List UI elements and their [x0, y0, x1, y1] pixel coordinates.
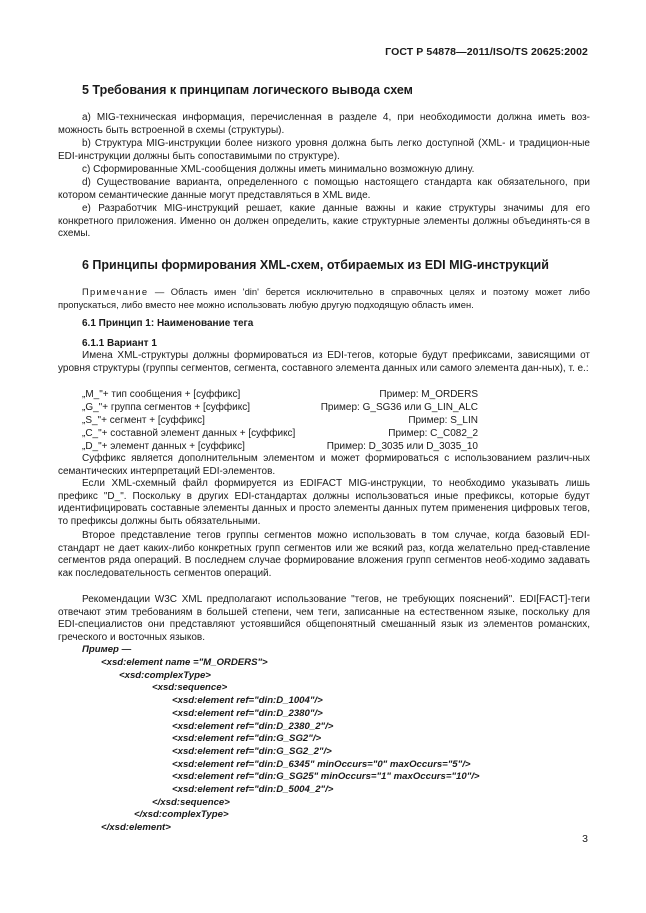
code-line: <xsd:element ref="din:D_2380_2"/> [172, 721, 334, 732]
rule-g-right: Пример: G_SG36 или G_LIN_ALC [320, 402, 478, 413]
para-segment-groups: Второе представление тегов группы сегментов можно использовать в том случае, когда базовый EDI-стандарт не дает каких-либо конкретных групп сегментов или же всякий раз, когда желательно пред-ставление сегментов ряда операций. В последнем случае формирование вложения групп сегментов необ-ходимо задавать как последовательность сегментов операций. [58, 530, 590, 579]
rule-c-right: Пример: C_C082_2 [388, 428, 478, 439]
note-label: Примечание [82, 286, 149, 297]
code-line: <xsd:element ref="din:D_5004_2"/> [172, 784, 334, 795]
rule-s-right: Пример: S_LIN [408, 415, 478, 426]
code-line: </xsd:sequence> [152, 797, 230, 808]
rule-m-left: „M_"+ тип сообщения + [суффикс] [82, 389, 241, 400]
code-line: <xsd:element ref="din:D_1004"/> [172, 695, 323, 706]
example-label: Пример — [82, 644, 132, 655]
rule-s-left: „S_"+ сегмент + [суффикс] [82, 415, 205, 426]
code-line: <xsd:element ref="din:G_SG2_2"/> [172, 746, 332, 757]
note-text: — Область имен 'din' берется исключительно в справочных целях и поэтому может либо пропускаться, либо вместо нее можно использовать любую другую подходящую область имен. [58, 286, 590, 310]
code-line: </xsd:element> [101, 822, 171, 833]
rule-d-right: Пример: D_3035 или D_3035_10 [326, 441, 478, 452]
para-suffix: Суффикс является дополнительным элементом и может формироваться с использованием различ-ных семантических интерпретаций EDI-элементов. [58, 453, 590, 477]
rule-g-left: „G_"+ группа сегментов + [суффикс] [82, 402, 250, 413]
standard-header: ГОСТ Р 54878—2011/ISO/TS 20625:2002 [385, 46, 588, 58]
code-line: <xsd:complexType> [119, 670, 211, 681]
rule-d-left: „D_"+ элемент данных + [суффикс] [82, 441, 245, 452]
para-w3c-recommendations: Рекомендации W3C XML предполагают использование "тегов, не требующих пояснений". EDI[FACT]-теги отвечают этим требованиям в большей степени, чем теги, записанные на естественном языке, поскольку для EDI-специалистов они представляют устоявшийся общепонятный смешанный язык из элементов романских, греческого и восточных языков. [58, 594, 590, 643]
code-line: <xsd:element ref="din:D_6345" minOccurs="0" maxOccurs="5"/> [172, 759, 471, 770]
code-line: <xsd:element ref="din:D_2380"/> [172, 708, 323, 719]
code-line: </xsd:complexType> [134, 809, 229, 820]
code-line: <xsd:sequence> [152, 682, 228, 693]
page-number: 3 [582, 833, 588, 845]
para-edifact-prefix: Если XML-схемный файл формируется из EDIFACT MIG-инструкции, то необходимо указывать лишь префикс "D_". Поскольку в других EDI-стандартах должны использоваться иные префиксы, которые будут идентифицировать составные элементы данных и просто элементы данных путем применения цифровых тегов, то префиксы должны быть обязательными. [58, 478, 590, 527]
section-6-title: 6 Принципы формирования XML-схем, отбираемых из EDI MIG-инструкций [82, 258, 549, 272]
s5-item-c: c) Сформированные XML-сообщения должны иметь минимально возможную длину. [82, 164, 475, 175]
code-line: <xsd:element ref="din:G_SG25" minOccurs="1" maxOccurs="10"/> [172, 771, 480, 782]
subsection-6-1-1-title: 6.1.1 Вариант 1 [82, 338, 157, 349]
para-tag-names: Имена XML-структуры должны формироваться из EDI-тегов, которые будут префиксами, зависящими от уровня структуры (группы сегментов, сегмента, составного элемента данных или самого элемента дан-ных), т. е.: [58, 350, 590, 374]
s5-item-d: d) Существование варианта, определенного с помощью настоящего стандарта как обязательного, при котором семантические данные могут представляться в XML виде. [58, 177, 590, 201]
note [58, 286, 590, 311]
section-5-title: 5 Требования к принципам логического вывода схем [82, 83, 413, 97]
rule-c-left: „C_"+ составной элемент данных + [суффикс] [82, 428, 296, 439]
code-line: <xsd:element ref="din:G_SG2"/> [172, 733, 322, 744]
s5-item-b: b) Структура MIG-инструкции более низкого уровня должна быть легко доступной (XML- и традицион-ные EDI-инструкции должны быть сопоставимыми по структуре). [58, 138, 590, 162]
s5-item-e: e) Разработчик MIG-инструкций решает, какие данные важны и какие структуры значимы для его конкретного приложения. Именно он должен определить, какие структурные элементы должны объединять-ся в схемы. [58, 203, 590, 240]
code-line: <xsd:element name ="M_ORDERS"> [101, 657, 268, 668]
subsection-6-1-title: 6.1 Принцип 1: Наименование тега [82, 318, 254, 329]
rule-m-right: Пример: M_ORDERS [379, 389, 478, 400]
s5-item-a: а) MIG-техническая информация, перечисленная в разделе 4, при необходимости должна иметь воз-можность быть встроенной в схемы (структуры). [58, 112, 590, 136]
